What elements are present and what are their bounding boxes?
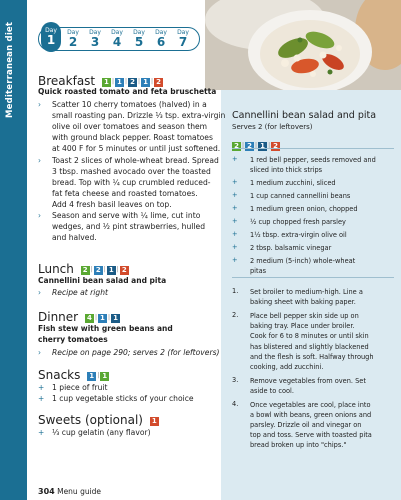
day-navigation [38,27,200,51]
lunch-label: Lunch [38,262,74,276]
ingredient-line: 1 medium zucchini, sliced [250,179,336,188]
breakfast-step-line: bread. Top with ¼ cup crumbled reduced- [52,177,211,187]
sweets-heading [38,412,159,427]
snacks-label: Snacks [38,368,81,382]
step-line: Place bell pepper skin side up on [250,311,359,320]
sweets-label: Sweets (optional) [38,413,143,427]
salad-photo [205,0,401,90]
plus-icon: + [232,191,238,200]
lunch-heading [38,261,129,276]
divider [232,277,394,278]
day-tab-1[interactable] [41,22,61,52]
lunch-title: Cannellini bean salad and pita [38,276,167,285]
breakfast-heading [38,73,163,88]
serving-badge: 2 [232,142,241,151]
day-tab-number: 5 [134,35,144,49]
badge-separator: | [268,142,271,149]
day-tab-4[interactable] [107,29,127,48]
serving-badge: 1 [258,142,267,151]
day-tab-number: 1 [46,33,56,47]
day-tab-number: 4 [112,35,122,49]
serving-badge: 1 [150,417,159,426]
sidebar-label: Mediterranean diet [5,21,15,118]
day-tab-5[interactable] [129,29,149,48]
dinner-title-line2: cherry tomatoes [38,335,108,344]
step-number: 2. [232,310,239,319]
plus-icon: + [232,204,238,213]
lunch-note: Recipe at right [52,288,109,297]
badge-separator: | [90,266,93,273]
day-tab-6[interactable] [151,29,171,48]
day-tab-label: Day [67,29,79,36]
plus-icon: + [38,428,45,437]
step-line: Remove vegetables from oven. Set [250,376,366,385]
breakfast-step-line: olive oil over tomatoes and season them [52,122,208,132]
serving-badge: 1 [111,314,120,323]
plus-icon: + [232,230,238,239]
page-footer [38,487,101,496]
arrow-icon: › [38,100,41,109]
snack-item: 1 cup vegetable sticks of your choice [52,394,194,403]
breakfast-label: Breakfast [38,74,96,88]
ingredient-line: 2 tbsp. balsamic vinegar [250,244,332,253]
dinner-heading [38,309,120,324]
serving-badge: 1 [141,78,150,87]
day-tab-label: Day [155,29,167,36]
step-number: 1. [232,287,239,295]
ingredient-line: 1 cup canned cannellini beans [250,192,351,201]
breakfast-step-line: Add 4 fresh basil leaves on top. [52,199,172,209]
badge-separator: | [94,314,97,321]
serving-badge: 1 [98,314,107,323]
snacks-badges [87,367,109,381]
ingredient-line: sliced into thick strips [250,166,323,175]
sweets-item: ⅓ cup gelatin (any flavor) [52,428,151,437]
footer-label: Menu guide [57,487,102,496]
sweets-badges [150,412,159,426]
day-tab-label: Day [45,27,57,34]
serving-badge: 1 [100,372,109,381]
serving-badge: 4 [85,314,94,323]
day-tab-label: Day [177,29,189,36]
badge-separator: | [124,78,128,85]
badge-separator: | [242,142,245,149]
recipe-title: Cannellini bean salad and pita [232,110,377,121]
breakfast-step-line: at 400 F for 5 minutes or until just softened. [52,144,221,154]
badge-separator: | [255,142,258,149]
step-line: cooking, add zucchini. [250,362,324,371]
plus-icon: + [232,217,238,226]
breakfast-title: Quick roasted tomato and feta bruschetta [38,87,217,96]
day-tab-label: Day [133,29,145,36]
serving-badge: 1 [102,78,111,87]
step-line: Cook for 6 to 8 minutes or until skin [250,332,369,341]
lunch-badges [81,261,129,275]
serving-badge: 2 [81,266,90,275]
plus-icon: + [232,243,238,252]
breakfast-step-line: fat feta cheese and roasted tomatoes. [52,188,198,198]
snacks-heading [38,367,109,382]
breakfast-step-line: small roasting pan. Drizzle ⅓ tsp. extra-virgin [52,111,226,121]
sidebar-tab [0,0,27,500]
step-line: has blistered and slightly blackened [250,342,369,351]
breakfast-step-line: Toast 2 slices of whole-wheat bread. Spread [52,155,219,165]
divider [232,148,394,149]
day-tab-7[interactable] [173,29,193,48]
breakfast-step-line: Season and serve with ¼ lime, cut into [52,211,201,220]
day-tab-number: 6 [156,35,166,49]
serving-badge: 1 [107,266,116,275]
day-tab-3[interactable] [85,29,105,48]
ingredient-line: pitas [250,267,267,276]
step-line: a bowl with beans, green onions and [250,410,372,419]
day-tab-number: 3 [90,35,100,49]
ingredient-line: 1 medium green onion, chopped [250,205,358,214]
step-line: top and toss. Serve with toasted pita [250,431,372,440]
dinner-label: Dinner [38,310,79,324]
plus-icon: + [232,155,238,163]
plus-icon: + [232,178,238,187]
arrow-icon: › [38,211,41,220]
serving-badge: 2 [271,142,280,151]
recipe-badges [232,133,280,153]
step-line: baking sheet with baking paper. [250,298,356,307]
breakfast-step-line: 3 tbsp. mashed avocado over the toasted [52,166,211,176]
serving-badge: 1 [87,372,96,381]
plus-icon: + [232,256,238,265]
dinner-title-line1: Fish stew with green beans and [38,324,173,333]
breakfast-step-line: and halved. [52,233,97,243]
ingredient-line: 1 red bell pepper, seeds removed and [250,156,376,164]
badge-separator: | [111,78,114,85]
day-tab-label: Day [89,29,101,36]
ingredient-line: 2 medium (5-inch) whole-wheat [250,257,356,266]
breakfast-badges [102,73,163,87]
serving-badge: 2 [94,266,103,275]
dinner-note: Recipe on page 290; serves 2 (for leftovers) [52,348,220,357]
day-tab-number: 2 [68,35,78,49]
step-number: 3. [232,375,239,384]
recipe-badges-row [232,133,280,152]
badge-separator: | [138,78,141,85]
serving-badge: 1 [115,78,124,87]
serving-badge: 2 [120,266,129,275]
badge-separator: | [151,78,154,85]
step-line: baking tray. Place under broiler. [250,322,355,331]
badge-separator: | [103,266,106,273]
serving-badge: 2 [154,78,163,87]
day-tab-2[interactable] [63,29,83,48]
breakfast-step-line: wedges, and ½ pint strawberries, hulled [52,222,206,232]
breakfast-step-line: with ground black pepper. Roast tomatoes [52,133,213,143]
step-line: bread broken up into "chips." [250,441,347,450]
badge-separator: | [116,266,119,273]
serving-badge: 2 [245,142,254,151]
serving-badge: 2 [128,78,137,87]
plus-icon: + [38,394,45,403]
day-tab-number: 7 [178,35,188,49]
badge-separator: | [107,314,110,321]
plus-icon: + [38,383,45,392]
step-line: aside to cool. [250,386,294,395]
ingredient-line: 1½ tbsp. extra-virgin olive oil [250,231,347,240]
page-number: 304 [38,487,55,496]
salad-photo-illustration [205,0,401,90]
step-line: Set broiler to medium-high. Line a [250,288,363,296]
step-number: 4. [232,399,239,408]
lunch-arrow-icon: › [38,288,41,297]
dinner-badges [85,309,120,323]
snack-item: 1 piece of fruit [52,383,108,392]
arrow-icon: › [38,155,41,165]
step-line: parsley. Drizzle oil and vinegar on [250,420,362,429]
ingredient-line: ½ cup chopped fresh parsley [250,218,346,227]
recipe-serves: Serves 2 (for leftovers) [232,123,313,131]
badge-separator: | [97,372,100,379]
day-tab-label: Day [111,29,123,36]
dinner-arrow-icon: › [38,348,41,357]
breakfast-step-line: Scatter 10 cherry tomatoes (halved) in a [52,100,207,109]
step-line: and the flesh is soft. Halfway through [250,352,374,361]
step-line: Once vegetables are cool, place into [250,400,371,409]
